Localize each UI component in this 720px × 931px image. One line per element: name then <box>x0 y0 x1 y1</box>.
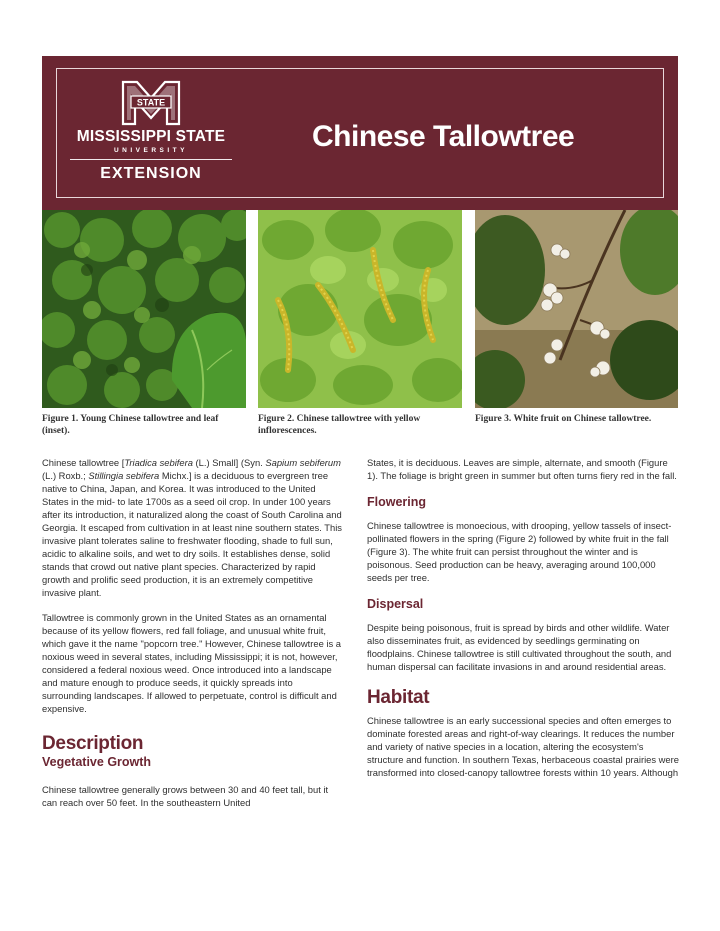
intro-paragraph-2: Tallowtree is commonly grown in the United States as an ornamental because of its yellow flowers, red fall foliage, and unusual white fruit, which gave it the name "popcorn tree." However, Chinese tallowtree is a noxious weed in several states, including Mississippi; it is not, however, considered a federal noxious weed. Once introduced into a landscape and mature enough to produce seeds, it quickly spreads into surrounding landscapes. If allowed to perpetuate, control is difficult and expensive. <box>42 612 341 714</box>
vegetative-growth-text-part-1: Chinese tallowtree generally grows between 30 and 40 feet tall, but it can reach over 50 feet. In the southeastern United <box>42 784 329 808</box>
habitat-text: Chinese tallowtree is an early successional species and often emerges to dominate forested areas and right-of-way clearings. It reduces the number and variety of native species in a location, altering the ecosystem's structure and function. In southern Texas, herbaceous coastal prairies were transformed into closed-canopy tallowtree forests within 10 years. Although <box>367 715 679 778</box>
vegetative-growth-text-part-2: States, it is deciduous. Leaves are simple, alternate, and smooth (Figure 1). The foliage is bright green in summer but often turns fiery red in the fall. <box>367 457 677 481</box>
dispersal-text: Despite being poisonous, fruit is spread by birds and other wildlife. Water also disseminates fruit, as evidenced by seedlings germinating on floodplains. Chinese tallowtree is still cultivated throughout the south, and human dispersal can facilitate invasions in and around residential areas. <box>367 622 672 672</box>
logo-university-sub: UNIVERSITY <box>113 147 188 154</box>
intro-paragraph-1: Chinese tallowtree [Triadica sebifera (L.) Small] (Syn. Sapium sebiferum (L.) Roxb.; Stillingia sebifera Michx.] is a deciduous to evergreen tree native to China, Japan, and Korea. It was introduced to the United States in the mid- to late 1700s as a seed oil crop. In under 100 years after its introduction, it naturalized along the coast of South Carolina and Georgia. It escaped from cultivation in at least nine southern states. This invasive plant tolerates saline to freshwater flooding, shade to full sun, acidic to alkaline soils, and wet to dry soils. It establishes dense, solid stands that crowd out native plant species. Characterized by rapid growth and prolific seed production, it is an extremely competitive invasive plant. <box>42 457 342 598</box>
figure-3-caption: Figure 3. White fruit on Chinese tallowtree. <box>475 414 652 424</box>
vegetative-growth-heading: Vegetative Growth <box>42 755 152 769</box>
figure-1-caption: Figure 1. Young Chinese tallowtree and leaf (inset). <box>42 414 219 436</box>
left-column <box>42 456 342 809</box>
page-title: Chinese Tallowtree <box>312 120 575 153</box>
logo-extension: EXTENSION <box>100 165 202 182</box>
figure-3-photo <box>475 210 678 408</box>
msu-m-logo-icon <box>119 80 183 126</box>
dispersal-heading: Dispersal <box>367 597 424 611</box>
flowering-heading: Flowering <box>367 495 427 509</box>
logo-divider <box>70 159 232 160</box>
habitat-heading: Habitat <box>367 687 430 708</box>
logo-university-name: MISSISSIPPI STATE <box>76 128 226 145</box>
right-column <box>367 456 679 779</box>
logo-seal-text: STATE <box>136 97 166 108</box>
figure-2-photo <box>258 210 462 408</box>
flowering-text: Chinese tallowtree is monoecious, with drooping, yellow tassels of insect-pollinated flowers in the spring (Figure 2) followed by white fruit in the fall (Figure 3). The white fruit can persist throughout the winter and is poisonous. Seed production can be heavy, averaging around 100,000 seeds per tree. <box>367 520 672 583</box>
figure-1-photo <box>42 210 246 408</box>
header-banner <box>42 56 678 210</box>
figure-2-caption: Figure 2. Chinese tallowtree with yellow inflorescences. <box>258 414 421 436</box>
description-heading: Description <box>42 733 144 754</box>
msu-extension-logo <box>66 80 236 190</box>
